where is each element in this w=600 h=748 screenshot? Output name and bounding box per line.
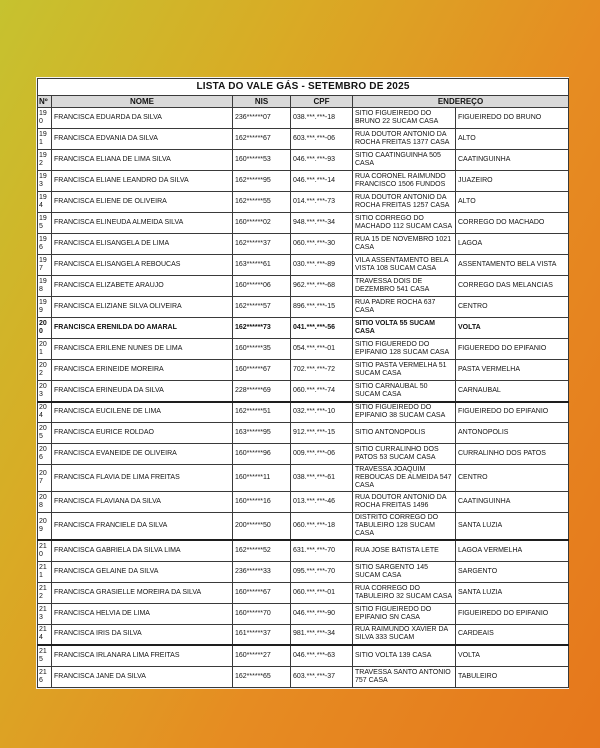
row-number: 202 xyxy=(38,360,52,381)
table-row xyxy=(38,360,569,381)
row-nis: 228******69 xyxy=(233,381,291,402)
row-bairro: FIGUEIREDO DO EPIFANIO xyxy=(456,603,569,624)
row-bairro: FIGUEREDO DO EPIFANIO xyxy=(456,339,569,360)
column-header-nis: NIS xyxy=(233,96,291,108)
row-number: 204 xyxy=(38,402,52,423)
row-nis: 160******67 xyxy=(233,360,291,381)
row-endereco: VILA ASSENTAMENTO BELA VISTA 108 SUCAM CASA xyxy=(353,255,456,276)
row-endereco: RUA DOUTOR ANTONIO DA ROCHA FREITAS 1496 xyxy=(353,492,456,513)
row-nis: 160******16 xyxy=(233,492,291,513)
row-number: 190 xyxy=(38,108,52,129)
row-nis: 162******55 xyxy=(233,192,291,213)
table-row xyxy=(38,129,569,150)
row-nis: 200******50 xyxy=(233,513,291,541)
column-header-num: Nº xyxy=(38,96,52,108)
row-bairro: TABULEIRO xyxy=(456,666,569,687)
row-cpf: 912.***.***-15 xyxy=(291,423,353,444)
table-row xyxy=(38,624,569,645)
row-bairro: ALTO xyxy=(456,129,569,150)
table-row xyxy=(38,318,569,339)
row-number: 192 xyxy=(38,150,52,171)
row-nis: 236******07 xyxy=(233,108,291,129)
row-number: 207 xyxy=(38,465,52,492)
page-title: LISTA DO VALE GÁS - SETEMBRO DE 2025 xyxy=(38,79,569,96)
row-number: 198 xyxy=(38,276,52,297)
row-bairro: CENTRO xyxy=(456,297,569,318)
table-body xyxy=(38,108,569,688)
row-cpf: 962.***.***-68 xyxy=(291,276,353,297)
row-endereco: SITIO CAATINGUINHA 505 CASA xyxy=(353,150,456,171)
row-name: FRANCISCA FLAVIANA DA SILVA xyxy=(52,492,233,513)
row-bairro: CARDEAIS xyxy=(456,624,569,645)
row-endereco: SITIO SARGENTO 145 SUCAM CASA xyxy=(353,561,456,582)
row-name: FRANCISCA HELVIA DE LIMA xyxy=(52,603,233,624)
table-row xyxy=(38,645,569,666)
row-nis: 236******33 xyxy=(233,561,291,582)
row-name: FRANCISCA ERINEIDE MOREIRA xyxy=(52,360,233,381)
row-name: FRANCISCA GRASIELLE MOREIRA DA SILVA xyxy=(52,582,233,603)
row-number: 211 xyxy=(38,561,52,582)
row-number: 203 xyxy=(38,381,52,402)
row-endereco: RUA RAIMUNDO XAVIER DA SILVA 333 SUCAM xyxy=(353,624,456,645)
table-row xyxy=(38,150,569,171)
row-number: 206 xyxy=(38,444,52,465)
row-bairro: FIGUEIREDO DO BRUNO xyxy=(456,108,569,129)
table-row xyxy=(38,492,569,513)
row-endereco: RUA 15 DE NOVEMBRO 1021 CASA xyxy=(353,234,456,255)
row-cpf: 038.***.***-61 xyxy=(291,465,353,492)
row-name: FRANCISCA ELIANE LEANDRO DA SILVA xyxy=(52,171,233,192)
row-nis: 162******51 xyxy=(233,402,291,423)
row-cpf: 981.***.***-34 xyxy=(291,624,353,645)
row-number: 210 xyxy=(38,540,52,561)
row-endereco: SITIO FIGUEIREDO DO EPIFANIO SN CASA xyxy=(353,603,456,624)
row-name: FRANCISCA JANE DA SILVA xyxy=(52,666,233,687)
row-nis: 160******53 xyxy=(233,150,291,171)
row-nis: 160******96 xyxy=(233,444,291,465)
row-cpf: 009.***.***-06 xyxy=(291,444,353,465)
table-row xyxy=(38,234,569,255)
row-endereco: RUA CORONEL RAIMUNDO FRANCISCO 1506 FUNDOS xyxy=(353,171,456,192)
column-header-endereco: ENDEREÇO xyxy=(353,96,569,108)
row-bairro: CAATINGUINHA xyxy=(456,150,569,171)
row-cpf: 060.***.***-01 xyxy=(291,582,353,603)
row-cpf: 948.***.***-34 xyxy=(291,213,353,234)
row-endereco: RUA PADRE ROCHA 637 CASA xyxy=(353,297,456,318)
row-name: FRANCISCA GELAINE DA SILVA xyxy=(52,561,233,582)
table-row xyxy=(38,540,569,561)
row-number: 197 xyxy=(38,255,52,276)
row-number: 195 xyxy=(38,213,52,234)
row-bairro: CURRALINHO DOS PATOS xyxy=(456,444,569,465)
row-name: FRANCISCA EUCILENE DE LIMA xyxy=(52,402,233,423)
row-endereco: SITIO CURRALINHO DOS PATOS 53 SUCAM CASA xyxy=(353,444,456,465)
row-nis: 162******57 xyxy=(233,297,291,318)
row-nis: 160******11 xyxy=(233,465,291,492)
row-cpf: 046.***.***-90 xyxy=(291,603,353,624)
row-name: FRANCISCA ELIANA DE LIMA SILVA xyxy=(52,150,233,171)
row-nis: 162******95 xyxy=(233,171,291,192)
row-name: FRANCISCA EURICE ROLDAO xyxy=(52,423,233,444)
row-nis: 162******37 xyxy=(233,234,291,255)
row-endereco: SITIO ANTONOPOLIS xyxy=(353,423,456,444)
row-name: FRANCISCA IRLANARA LIMA FREITAS xyxy=(52,645,233,666)
row-name: FRANCISCA ELISANGELA REBOUCAS xyxy=(52,255,233,276)
row-bairro: ASSENTAMENTO BELA VISTA xyxy=(456,255,569,276)
row-number: 193 xyxy=(38,171,52,192)
row-bairro: PASTA VERMELHA xyxy=(456,360,569,381)
row-endereco: TRAVESSA JOAQUIM REBOUCAS DE ALMEIDA 547 CASA xyxy=(353,465,456,492)
row-nis: 160******35 xyxy=(233,339,291,360)
row-number: 200 xyxy=(38,318,52,339)
table-row xyxy=(38,444,569,465)
table-row xyxy=(38,465,569,492)
row-bairro: CORREGO DAS MELANCIAS xyxy=(456,276,569,297)
row-name: FRANCISCA ERENILDA DO AMARAL xyxy=(52,318,233,339)
row-bairro: LAGOA xyxy=(456,234,569,255)
row-name: FRANCISCA ELINEUDA ALMEIDA SILVA xyxy=(52,213,233,234)
row-nis: 160******27 xyxy=(233,645,291,666)
row-bairro: FIGUEIREDO DO EPIFANIO xyxy=(456,402,569,423)
row-nis: 162******65 xyxy=(233,666,291,687)
row-endereco: DISTRITO CORREGO DO TABULEIRO 128 SUCAM CASA xyxy=(353,513,456,541)
table-row xyxy=(38,108,569,129)
row-number: 216 xyxy=(38,666,52,687)
row-name: FRANCISCA ELIZIANE SILVA OLIVEIRA xyxy=(52,297,233,318)
table-row xyxy=(38,402,569,423)
row-endereco: SITIO CARNAUBAL 50 SUCAM CASA xyxy=(353,381,456,402)
row-number: 214 xyxy=(38,624,52,645)
row-endereco: SITIO VOLTA 55 SUCAM CASA xyxy=(353,318,456,339)
row-name: FRANCISCA FRANCIELE DA SILVA xyxy=(52,513,233,541)
row-bairro: SARGENTO xyxy=(456,561,569,582)
row-number: 196 xyxy=(38,234,52,255)
row-cpf: 060.***.***-74 xyxy=(291,381,353,402)
row-name: FRANCISCA EDVANIA DA SILVA xyxy=(52,129,233,150)
row-bairro: CARNAUBAL xyxy=(456,381,569,402)
row-endereco: RUA DOUTOR ANTONIO DA ROCHA FREITAS 1257 CASA xyxy=(353,192,456,213)
row-nis: 162******52 xyxy=(233,540,291,561)
row-cpf: 060.***.***-18 xyxy=(291,513,353,541)
table-row xyxy=(38,582,569,603)
row-name: FRANCISCA EVANEIDE DE OLIVEIRA xyxy=(52,444,233,465)
header-row xyxy=(38,96,569,108)
row-number: 191 xyxy=(38,129,52,150)
row-cpf: 603.***.***-06 xyxy=(291,129,353,150)
row-number: 209 xyxy=(38,513,52,541)
row-name: FRANCISCA ERILENE NUNES DE LIMA xyxy=(52,339,233,360)
column-header-cpf: CPF xyxy=(291,96,353,108)
row-endereco: RUA CORREGO DO TABULEIRO 32 SUCAM CASA xyxy=(353,582,456,603)
row-cpf: 896.***.***-15 xyxy=(291,297,353,318)
row-endereco: SITIO FIGUEIREDO DO EPIFANIO 38 SUCAM CASA xyxy=(353,402,456,423)
row-nis: 160******67 xyxy=(233,582,291,603)
table-row xyxy=(38,276,569,297)
row-cpf: 046.***.***-63 xyxy=(291,645,353,666)
row-nis: 163******61 xyxy=(233,255,291,276)
table-row xyxy=(38,171,569,192)
row-bairro: CORREGO DO MACHADO xyxy=(456,213,569,234)
column-header-nome: NOME xyxy=(52,96,233,108)
row-number: 212 xyxy=(38,582,52,603)
row-cpf: 014.***.***-73 xyxy=(291,192,353,213)
row-cpf: 095.***.***-70 xyxy=(291,561,353,582)
row-endereco: RUA JOSE BATISTA LETE xyxy=(353,540,456,561)
row-cpf: 603.***.***-37 xyxy=(291,666,353,687)
table-row xyxy=(38,297,569,318)
row-nis: 163******95 xyxy=(233,423,291,444)
row-number: 215 xyxy=(38,645,52,666)
row-number: 201 xyxy=(38,339,52,360)
row-nis: 160******02 xyxy=(233,213,291,234)
row-number: 205 xyxy=(38,423,52,444)
table-row xyxy=(38,666,569,687)
table-row xyxy=(38,381,569,402)
row-endereco: SITIO CORREGO DO MACHADO 112 SUCAM CASA xyxy=(353,213,456,234)
row-endereco: RUA DOUTOR ANTONIO DA ROCHA FREITAS 1377 CASA xyxy=(353,129,456,150)
row-bairro: SANTA LUZIA xyxy=(456,582,569,603)
row-bairro: CENTRO xyxy=(456,465,569,492)
row-endereco: SITIO VOLTA 139 CASA xyxy=(353,645,456,666)
row-nis: 161******37 xyxy=(233,624,291,645)
row-name: FRANCISCA IRIS DA SILVA xyxy=(52,624,233,645)
row-nis: 160******06 xyxy=(233,276,291,297)
row-name: FRANCISCA EDUARDA DA SILVA xyxy=(52,108,233,129)
row-nis: 162******73 xyxy=(233,318,291,339)
row-number: 194 xyxy=(38,192,52,213)
vale-gas-sheet xyxy=(37,78,568,688)
row-number: 213 xyxy=(38,603,52,624)
table-row xyxy=(38,339,569,360)
row-name: FRANCISCA GABRIELA DA SILVA LIMA xyxy=(52,540,233,561)
row-cpf: 046.***.***-93 xyxy=(291,150,353,171)
row-bairro: VOLTA xyxy=(456,645,569,666)
row-cpf: 013.***.***-46 xyxy=(291,492,353,513)
row-cpf: 702.***.***-72 xyxy=(291,360,353,381)
table-row xyxy=(38,255,569,276)
row-bairro: JUAZEIRO xyxy=(456,171,569,192)
title-row xyxy=(38,79,569,96)
row-nis: 160******70 xyxy=(233,603,291,624)
row-bairro: SANTA LUZIA xyxy=(456,513,569,541)
row-number: 208 xyxy=(38,492,52,513)
table-row xyxy=(38,603,569,624)
row-name: FRANCISCA ELISANGELA DE LIMA xyxy=(52,234,233,255)
row-cpf: 054.***.***-01 xyxy=(291,339,353,360)
table-row xyxy=(38,513,569,541)
row-bairro: LAGOA VERMELHA xyxy=(456,540,569,561)
row-cpf: 046.***.***-14 xyxy=(291,171,353,192)
table-row xyxy=(38,561,569,582)
row-bairro: ANTONOPOLIS xyxy=(456,423,569,444)
row-endereco: TRAVESSA SANTO ANTONIO 757 CASA xyxy=(353,666,456,687)
vale-gas-table xyxy=(37,78,569,688)
row-name: FRANCISCA ERINEUDA DA SILVA xyxy=(52,381,233,402)
row-cpf: 032.***.***-10 xyxy=(291,402,353,423)
row-endereco: SITIO FIGUEIREDO DO BRUNO 22 SUCAM CASA xyxy=(353,108,456,129)
row-cpf: 631.***.***-70 xyxy=(291,540,353,561)
row-bairro: CAATINGUINHA xyxy=(456,492,569,513)
row-endereco: TRAVESSA DOIS DE DEZEMBRO 541 CASA xyxy=(353,276,456,297)
row-number: 199 xyxy=(38,297,52,318)
row-name: FRANCISCA FLAVIA DE LIMA FREITAS xyxy=(52,465,233,492)
row-cpf: 060.***.***-30 xyxy=(291,234,353,255)
row-cpf: 038.***.***-18 xyxy=(291,108,353,129)
row-endereco: SITIO FIGUEREDO DO EPIFANIO 128 SUCAM CASA xyxy=(353,339,456,360)
row-nis: 162******67 xyxy=(233,129,291,150)
row-bairro: ALTO xyxy=(456,192,569,213)
row-bairro: VOLTA xyxy=(456,318,569,339)
row-name: FRANCISCA ELIENE DE OLIVEIRA xyxy=(52,192,233,213)
row-endereco: SITIO PASTA VERMELHA 51 SUCAM CASA xyxy=(353,360,456,381)
table-row xyxy=(38,423,569,444)
table-row xyxy=(38,192,569,213)
row-cpf: 030.***.***-89 xyxy=(291,255,353,276)
row-name: FRANCISCA ELIZABETE ARAUJO xyxy=(52,276,233,297)
row-cpf: 041.***.***-56 xyxy=(291,318,353,339)
table-row xyxy=(38,213,569,234)
